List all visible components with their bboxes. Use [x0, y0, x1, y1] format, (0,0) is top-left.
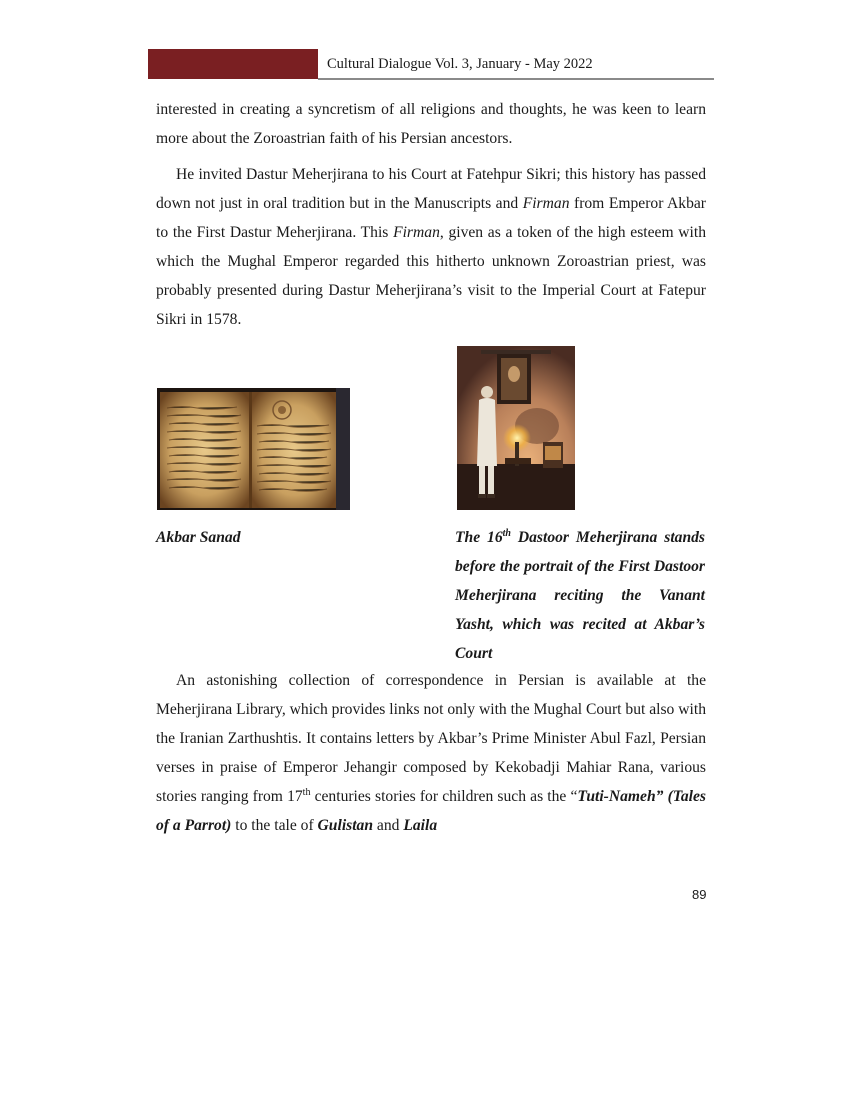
portrait-caption: [455, 523, 705, 668]
paragraph-1: interested in creating a syncretism of all religions and thoughts, he was keen to learn more about the Zoroastrian faith of his Persian ancestors.: [156, 101, 706, 147]
paragraph-2-text: , given as a token of the high esteem with which the Mughal Emperor regarded this hitherto unknown Zoroastrian priest, was probably presented during Dastur Meherjirana’s visit to the Imperial Court at Fatepur Sikri in 1578.: [156, 224, 707, 328]
ordinal-suffix: th: [502, 528, 511, 539]
paragraph-3-text: An astonishing collection of correspondence in Persian is available at the Meherjirana Library, which provides links not only with the Mughal Court but also with the Iranian Zarthushtis. It contains letters by Akbar’s Prime Minister Abul Fazl, Persian verses in praise of Emperor Jehangir composed by Kekobadji Mahiar Rana, various stories ranging from 17: [156, 672, 706, 805]
paragraph-2-text: He invited Dastur Meherjirana to his Court at Fatehpur Sikri; this history has passed down not just in oral tradition but in the Manuscripts and: [156, 166, 706, 212]
paragraph-2: [156, 160, 706, 334]
firman-term: Firman: [393, 224, 440, 241]
portrait-caption-text: Dastoor Meherjirana stands before the portrait of the First Dastoor Meherjirana reciting the Vanant Yasht, which was recited at Akbar’s Court: [455, 529, 705, 662]
header-rule: [318, 78, 714, 80]
gulistan-title: Gulistan: [317, 817, 374, 834]
page-number: 89: [692, 887, 707, 902]
dastoor-portrait-photo: [457, 346, 575, 510]
header-color-bar: [148, 49, 318, 79]
ordinal-suffix: th: [302, 787, 311, 798]
paragraph-3-text: and: [373, 817, 404, 834]
paragraph-2-text: from Emperor Akbar to the First Dastur Meherjirana. This: [156, 195, 707, 241]
tuti-nameh-title: Tuti-Nameh” (Tales of a Parrot): [156, 788, 706, 834]
akbar-sanad-manuscript-image: [157, 388, 350, 510]
paragraph-3: [156, 666, 706, 840]
journal-header-title: Cultural Dialogue Vol. 3, January - May 2022: [327, 56, 593, 72]
paragraph-3-text: centuries stories for children such as the “: [310, 788, 578, 805]
portrait-caption-text: The 16: [455, 529, 503, 546]
laila-title: Laila: [403, 817, 438, 834]
manuscript-caption: Akbar Sanad: [156, 529, 241, 546]
firman-term: Firman: [522, 195, 570, 212]
paragraph-3-text: to the tale of: [231, 817, 318, 834]
